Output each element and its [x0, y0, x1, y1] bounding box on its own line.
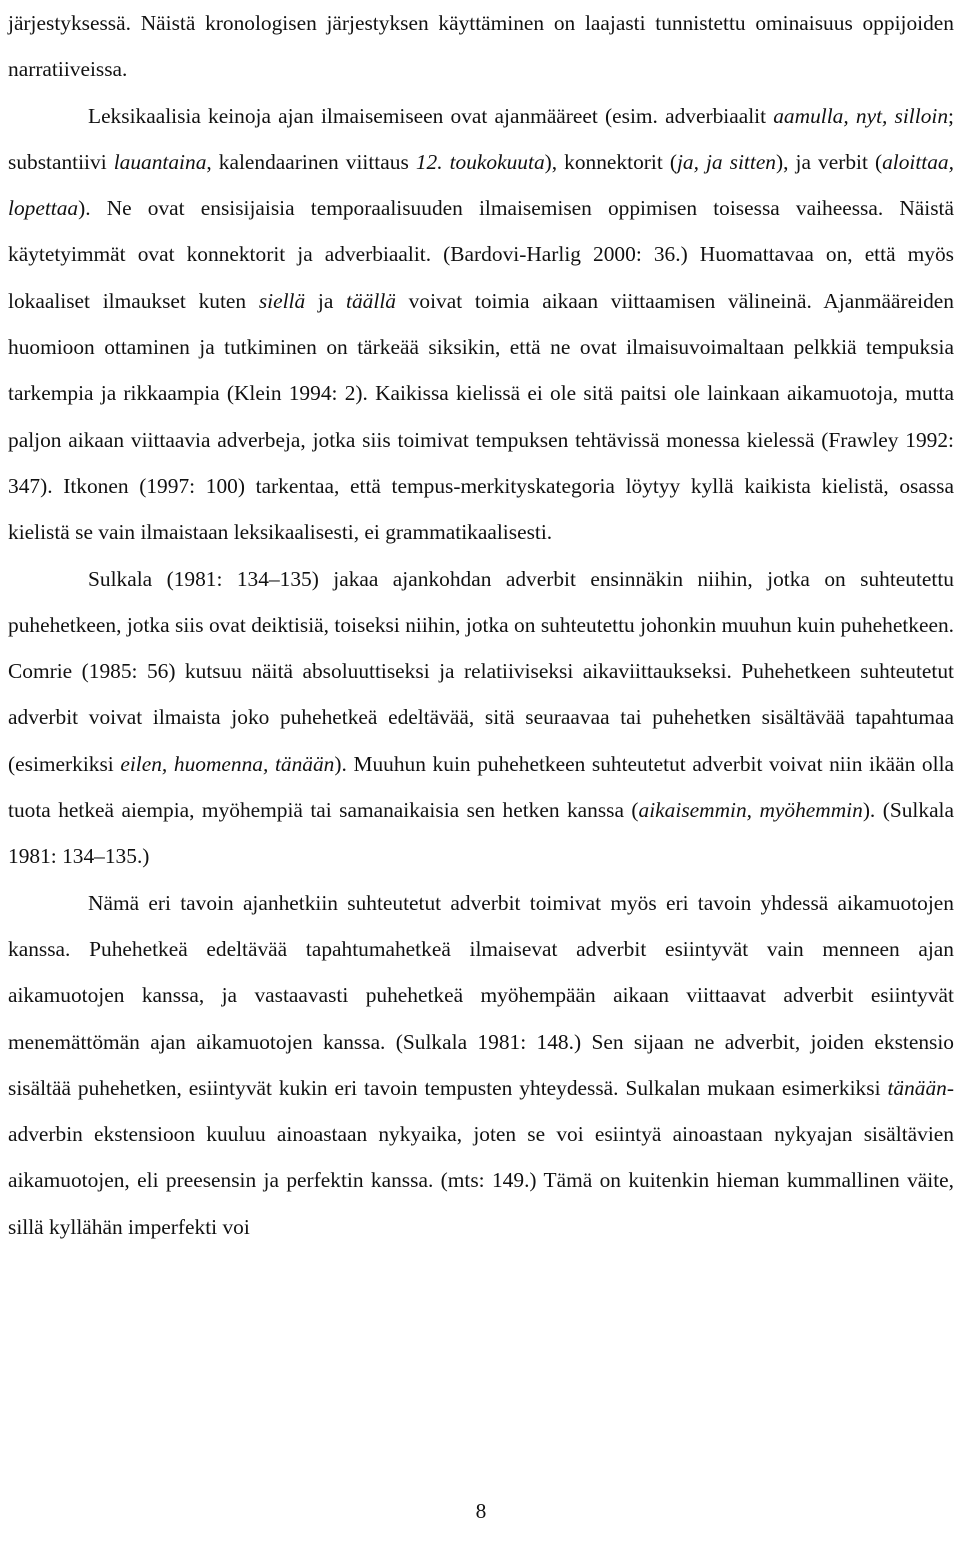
text-run: , kalendaarinen viittaus: [206, 149, 416, 174]
text-run: ja: [305, 288, 347, 313]
italic-term: tänään: [887, 1075, 947, 1100]
italic-term: siellä: [258, 288, 306, 313]
text-run: ). (Sulkala 1981: 134–135.): [8, 798, 954, 869]
page-number: 8: [475, 1499, 487, 1523]
body-text: [8, 0, 954, 1250]
text-run: ), ja verbit (: [776, 149, 883, 174]
text-run: -adverbin ekstensioon kuuluu ainoastaan nykyaika, joten se voi esiintyä ainoastaan nykyajan sisältävien aikamuotojen, eli preesensin ja perfektin kanssa. (mts: 149.) Tämä on kuitenkin hieman kummallinen väite, sillä kyllähän imperfekti voi: [8, 1075, 954, 1239]
text-run: ). Ne ovat ensisijaisia temporaalisuuden ilmaisemisen oppimisen toisessa vaiheessa. Näistä käytetyimmät ovat konnektorit ja adverbiaalit. (Bardovi-Harlig 2000: 36.) Huomattavaa on, että myös lokaaliset ilmaukset kuten: [8, 196, 954, 313]
text-run: ; substantiivi: [8, 103, 954, 174]
italic-term: aamulla, nyt, silloin: [773, 103, 949, 128]
text-run: järjestyksessä. Näistä kronologisen järjestyksen käyttäminen on laajasti tunnistettu ominaisuus oppijoiden narratiiveissa.: [8, 11, 954, 82]
text-run: Nämä eri tavoin ajanhetkiin suhteutetut adverbit toimivat myös eri tavoin yhdessä aikamuotojen kanssa. Puhehetkeä edeltävää tapahtumahetkeä ilmaisevat adverbit esiintyvät vain menneen ajan aikamuotojen kanssa, ja vastaavasti puhehetkeä myöhempään aikaan viittaavat adverbit esiintyvät menemättömän ajan aikamuotojen kanssa. (Sulkala 1981: 148.) Sen sijaan ne adverbit, joiden ekstensio sisältää puhehetken, esiintyvät kukin eri tavoin tempusten yhteydessä. Sulkalan mukaan esimerkiksi: [8, 890, 954, 1100]
italic-term: ja, ja sitten: [676, 149, 777, 174]
text-run: voivat toimia aikaan viittaamisen välineinä. Ajanmääreiden huomioon ottaminen ja tutkiminen on tärkeää siksikin, että ne ovat ilmaisuvoimaltaan pelkkiä tempuksia tarkempia ja rikkaampia (Klein 1994: 2). Kaikissa kielissä ei ole sitä paitsi ole lainkaan aikamuotoja, mutta paljon aikaan viittaavia adverbeja, jotka siis toimivat tempuksen tehtävissä monessa kielessä (Frawley 1992: 347). Itkonen (1997: 100) tarkentaa, että tempus-merkityskategoria löytyy kyllä kaikista kielistä, osassa kielistä se vain ilmaistaan leksikaalisesti, ei grammatikaalisesti.: [8, 288, 954, 545]
document-page: [8, 0, 954, 1543]
text-run: ), konnektorit (: [544, 149, 677, 174]
italic-term: aikaisemmin, myöhemmin: [638, 798, 863, 823]
italic-term: aloittaa, lopettaa: [8, 149, 954, 221]
italic-term: eilen, huomenna, tänään: [120, 751, 335, 776]
paragraph-p2: [8, 93, 954, 556]
italic-term: täällä: [346, 288, 396, 313]
text-run: Leksikaalisia keinoja ajan ilmaisemiseen ovat ajanmääreet (esim. adverbiaalit: [88, 103, 774, 128]
paragraph-p1: [8, 0, 954, 93]
italic-term: lauantaina: [113, 149, 207, 174]
text-run: ). Muuhun kuin puhehetkeen suhteutetut adverbit voivat niin ikään olla tuota hetkeä aiempia, myöhempiä tai samanaikaisia sen hetken kanssa (: [8, 751, 955, 823]
paragraph-p4: [8, 880, 954, 1250]
text-run: Sulkala (1981: 134–135) jakaa ajankohdan adverbit ensinnäkin niihin, jotka on suhteutettu puhehetkeen, jotka siis ovat deiktisiä, toiseksi niihin, jotka on suhteutettu johonkin muuhun kuin puhehetkeen. Comrie (1985: 56) kutsuu näitä absoluuttiseksi ja relatiiviseksi aikaviittaukseksi. Puhehetkeen suhteutetut adverbit voivat ilmaista joko puhehetkeä edeltävää, sitä seuraavaa tai puhehetken sisältävää tapahtumaa (esimerkiksi: [8, 566, 954, 776]
italic-term: 12. toukokuuta: [415, 149, 545, 174]
paragraph-p3: [8, 556, 954, 880]
